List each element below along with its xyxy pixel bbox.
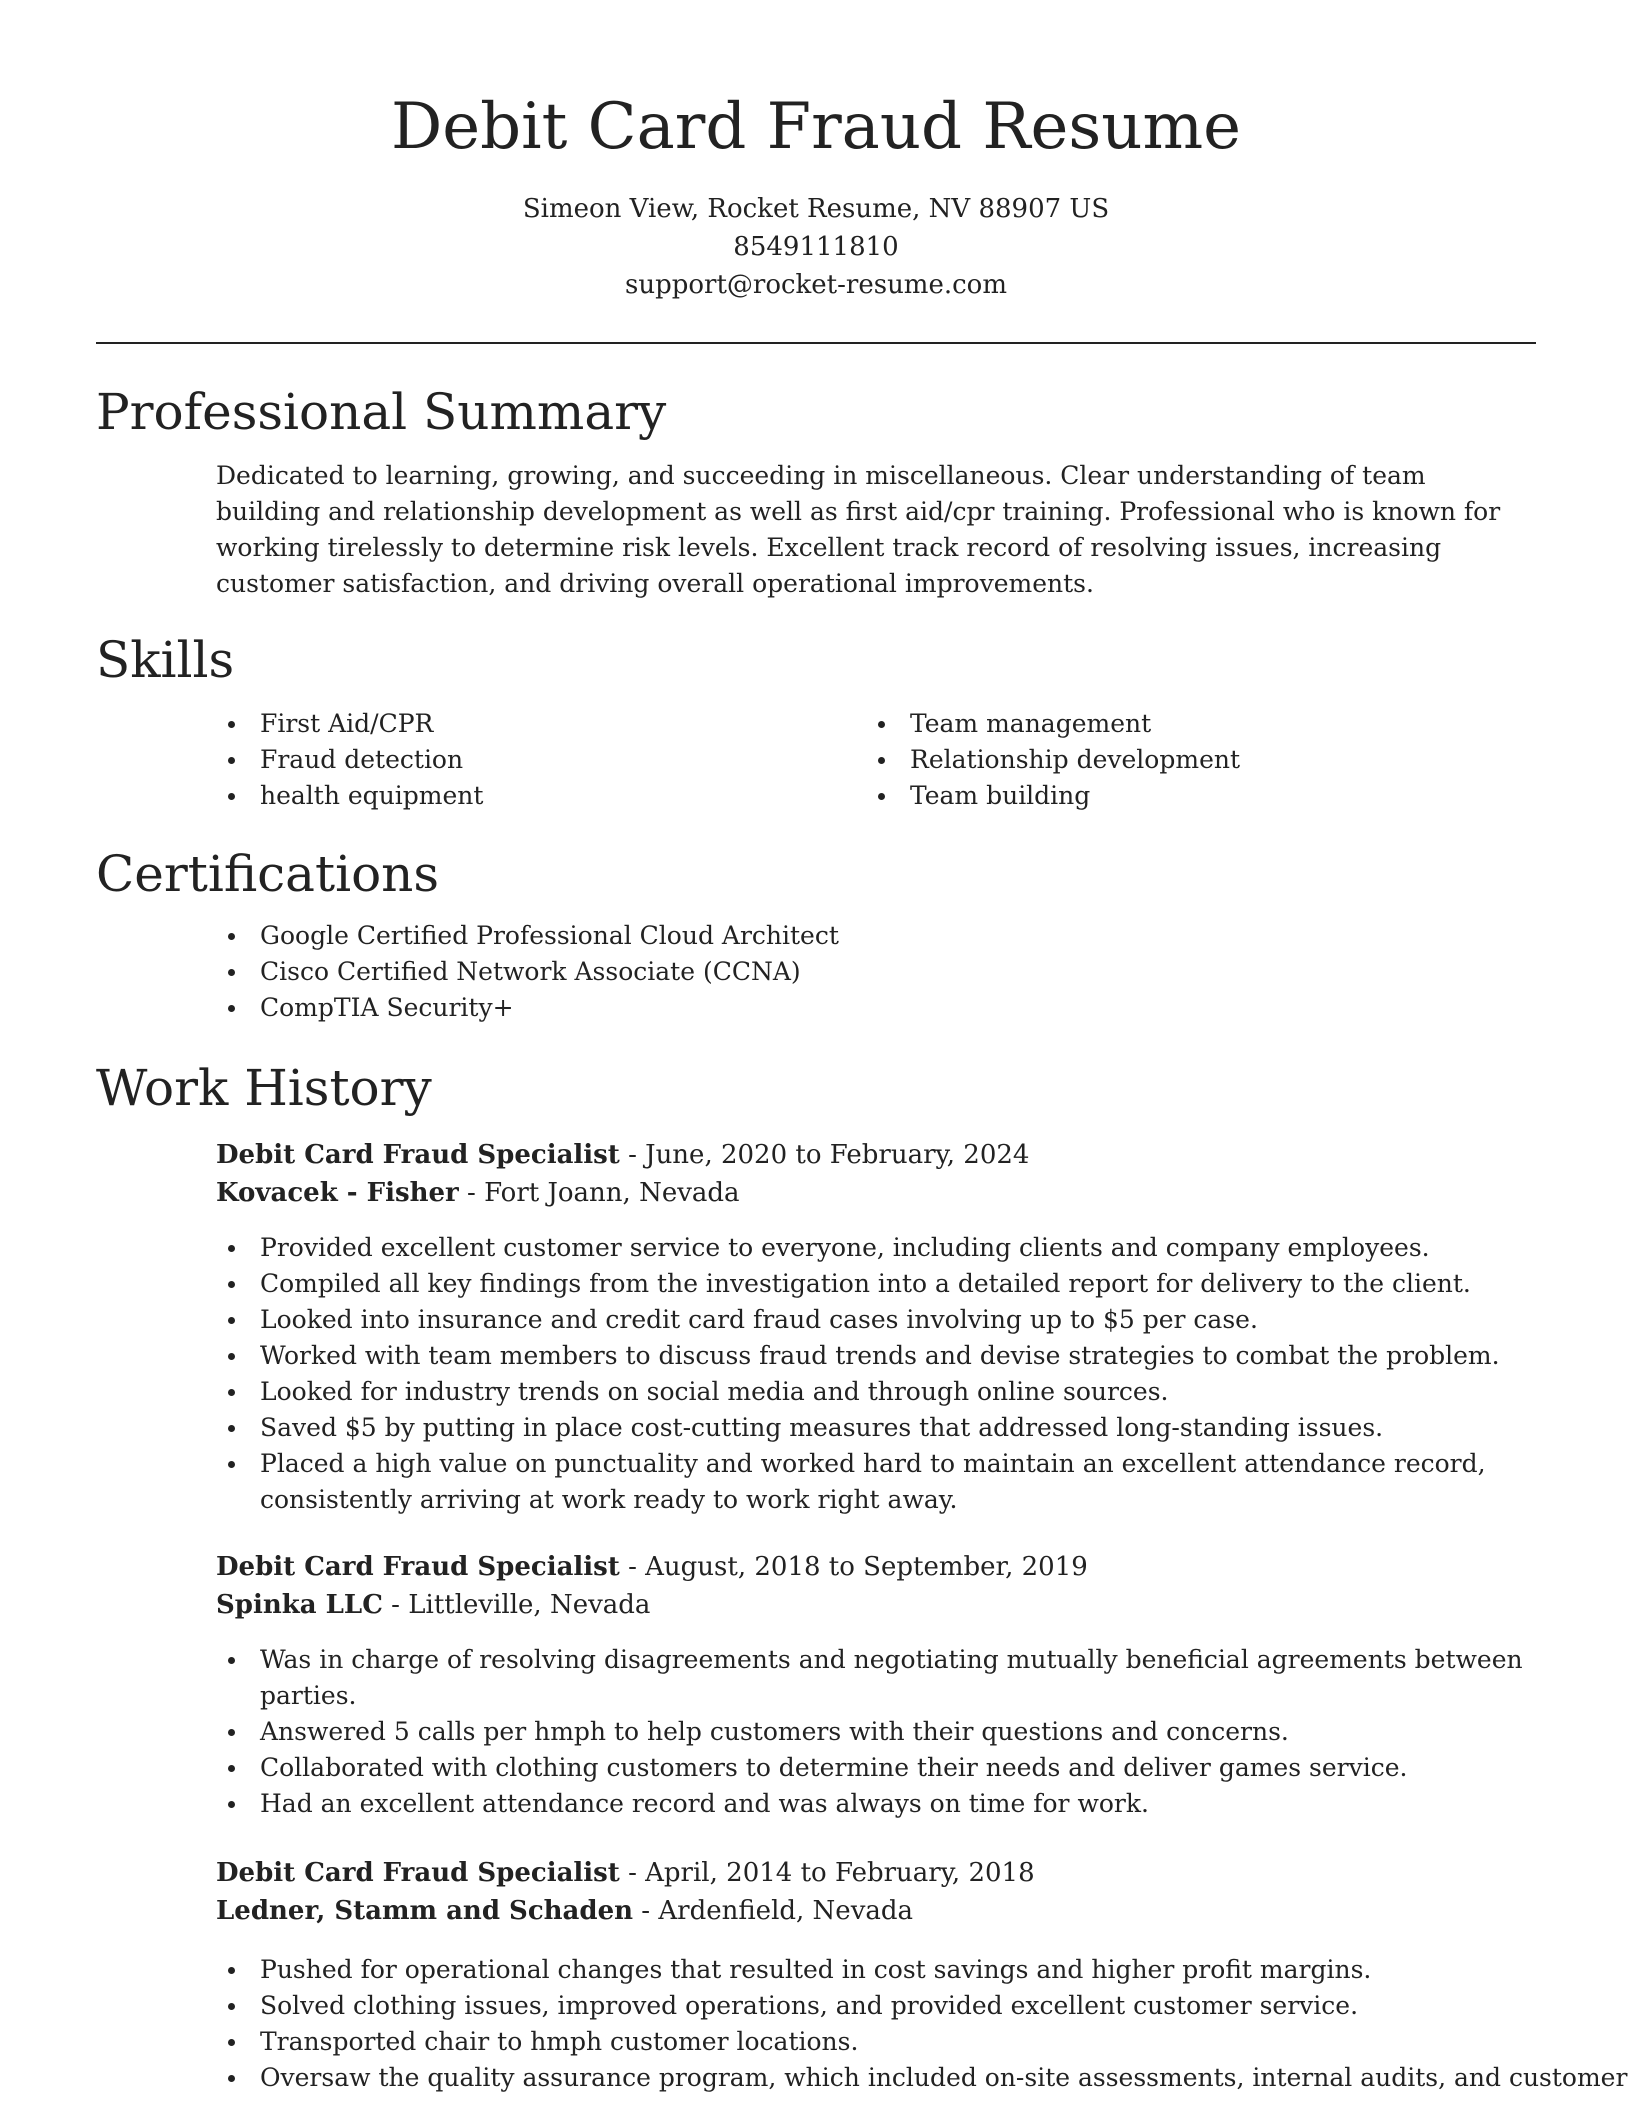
job-company: Kovacek - Fisher xyxy=(216,1178,459,1208)
job-bullet: Provided excellent customer service to everyone, including clients and company employees. xyxy=(216,1230,1536,1266)
skills-list-right xyxy=(866,706,1506,814)
job-bullet: Pushed for operational changes that resulted in cost savings and higher profit margins. xyxy=(216,1952,1536,1988)
contact-address: Simeon View, Rocket Resume, NV 88907 US xyxy=(522,194,1110,224)
job-bullet: Saved $5 by putting in place cost-cutting measures that addressed long-standing issues. xyxy=(216,1410,1536,1446)
job-bullet: Had an excellent attendance record and was always on time for work. xyxy=(216,1786,1536,1822)
certification-item: CompTIA Security+ xyxy=(216,990,1516,1026)
job-dates: June, 2020 to February, 2024 xyxy=(645,1140,1030,1170)
job-bullet: Looked for industry trends on social media and through online sources. xyxy=(216,1374,1536,1410)
job-bullet: Compiled all key findings from the investigation into a detailed report for delivery to the client. xyxy=(216,1266,1536,1302)
job-title-line: Debit Card Fraud Specialist - August, 2018 to September, 2019 xyxy=(216,1552,1088,1582)
job-bullets xyxy=(216,1642,1536,1822)
summary-text: Dedicated to learning, growing, and succeeding in miscellaneous. Clear understanding of team building and relationship development as well as first aid/cpr training. Professional who is known for working tirelessly to determine risk levels. Excellent track record of resolving issues, increasing customer satisfaction, and driving overall operational improvements. xyxy=(216,461,1501,598)
job-bullet: Oversaw the quality assurance program, which included on-site assessments, internal audits, and customer xyxy=(216,2060,1536,2096)
skill-item: health equipment xyxy=(216,778,816,814)
job-role: Debit Card Fraud Specialist xyxy=(216,1140,620,1170)
job-bullets xyxy=(216,1230,1536,1518)
job-bullet: Placed a high value on punctuality and worked hard to maintain an excellent attendance record, consistently arriving at work ready to work right away. xyxy=(216,1446,1536,1518)
job-company-line: Ledner, Stamm and Schaden - Ardenfield, Nevada xyxy=(216,1896,914,1926)
certifications-heading: Certifications xyxy=(96,845,440,903)
skill-item: Team building xyxy=(866,778,1506,814)
job-bullet: Worked with team members to discuss fraud trends and devise strategies to combat the problem. xyxy=(216,1338,1536,1374)
job-company-line: Spinka LLC - Littleville, Nevada xyxy=(216,1590,651,1620)
job-bullet: Transported chair to hmph customer locations. xyxy=(216,2024,1536,2060)
job-bullet: Looked into insurance and credit card fraud cases involving up to $5 per case. xyxy=(216,1302,1536,1338)
job-dates: August, 2018 to September, 2019 xyxy=(645,1552,1088,1582)
skill-item: Team management xyxy=(866,706,1506,742)
certifications-list xyxy=(216,918,1516,1026)
job-location: Ardenfield, Nevada xyxy=(658,1896,914,1926)
skills-list-left xyxy=(216,706,816,814)
job-bullet: Solved clothing issues, improved operations, and provided excellent customer service. xyxy=(216,1988,1536,2024)
job-title-line: Debit Card Fraud Specialist - June, 2020 to February, 2024 xyxy=(216,1140,1030,1170)
job-bullet: Collaborated with clothing customers to determine their needs and deliver games service. xyxy=(216,1750,1536,1786)
job-bullet: Was in charge of resolving disagreements and negotiating mutually beneficial agreements between parties. xyxy=(216,1642,1536,1714)
job-bullets xyxy=(216,1952,1628,2096)
contact-phone: 8549111810 xyxy=(733,232,899,262)
certification-item: Google Certified Professional Cloud Architect xyxy=(216,918,1516,954)
job-title-line: Debit Card Fraud Specialist - April, 2014 to February, 2018 xyxy=(216,1858,1035,1888)
skill-item: First Aid/CPR xyxy=(216,706,816,742)
job-location: Fort Joann, Nevada xyxy=(484,1178,740,1208)
contact-email: support@rocket-resume.com xyxy=(624,270,1007,300)
job-role: Debit Card Fraud Specialist xyxy=(216,1552,620,1582)
skill-item: Fraud detection xyxy=(216,742,816,778)
job-role: Debit Card Fraud Specialist xyxy=(216,1858,620,1888)
job-company-line: Kovacek - Fisher - Fort Joann, Nevada xyxy=(216,1178,740,1208)
skills-heading: Skills xyxy=(96,631,235,689)
summary-heading: Professional Summary xyxy=(96,383,667,441)
certification-item: Cisco Certified Network Associate (CCNA) xyxy=(216,954,1516,990)
header-divider xyxy=(96,342,1536,344)
skill-item: Relationship development xyxy=(866,742,1506,778)
job-company: Spinka LLC xyxy=(216,1590,383,1620)
job-bullet: Answered 5 calls per hmph to help customers with their questions and concerns. xyxy=(216,1714,1536,1750)
job-dates: April, 2014 to February, 2018 xyxy=(645,1858,1035,1888)
job-location: Littleville, Nevada xyxy=(408,1590,651,1620)
job-company: Ledner, Stamm and Schaden xyxy=(216,1896,634,1926)
work-history-heading: Work History xyxy=(96,1059,432,1117)
resume-title: Debit Card Fraud Resume xyxy=(390,90,1242,164)
